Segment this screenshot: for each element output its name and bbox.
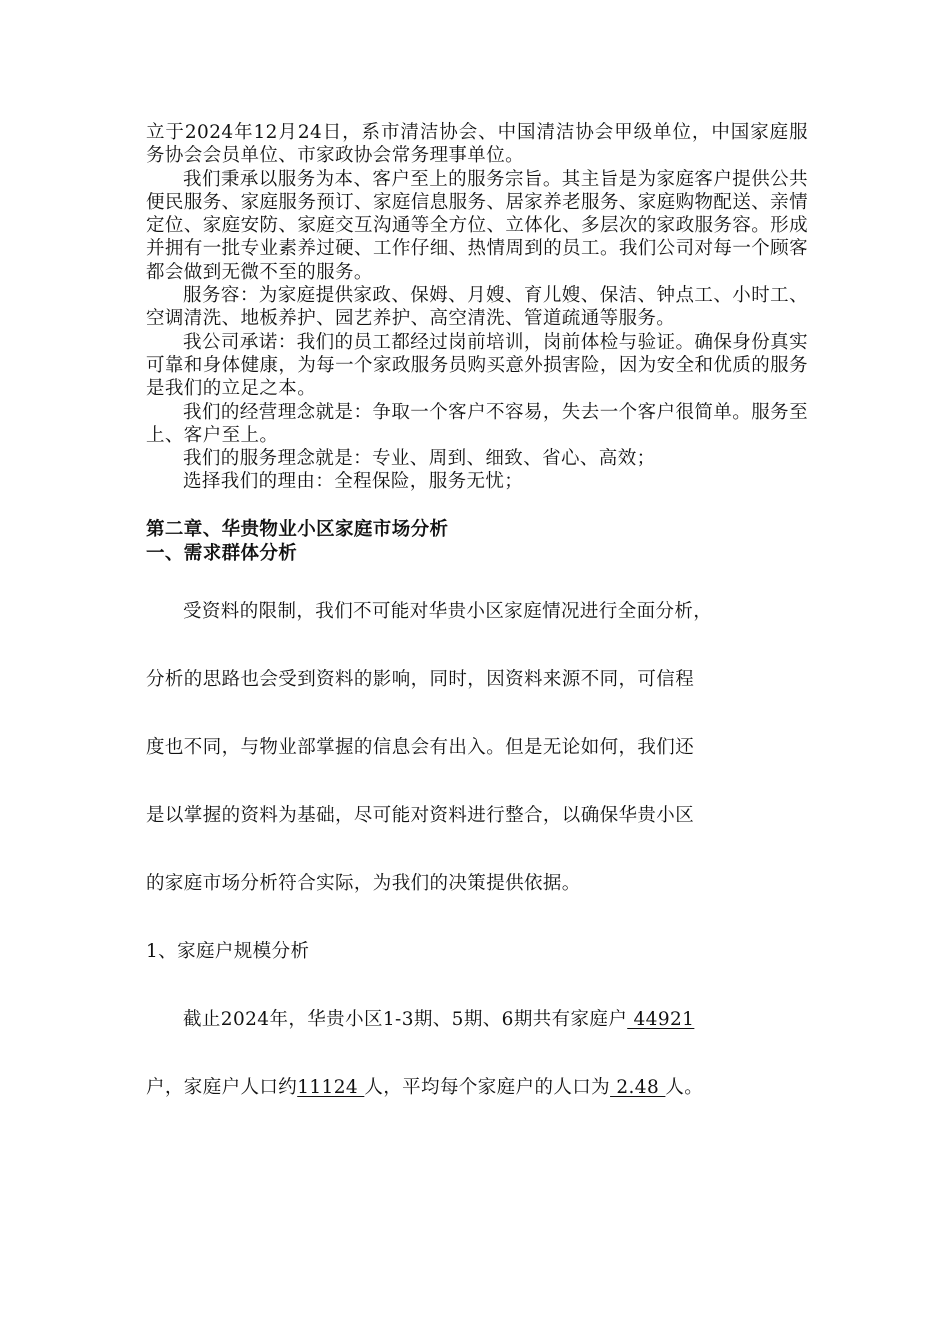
intro-paragraph-3: 服务容：为家庭提供家政、保姆、月嫂、育儿嫂、保洁、钟点工、小时工、空调清洗、地板养护、园艺养护、高空清洗、管道疏通等服务。 — [146, 285, 808, 330]
analysis-line-1: 受资料的限制，我们不可能对华贵小区家庭情况进行全面分析， — [183, 600, 713, 622]
document-body — [146, 121, 808, 1122]
intro-paragraph-6: 我们的服务理念就是：专业、周到、细致、省心、高效； — [183, 448, 656, 470]
stats-line1-prefix: 截止2024年，华贵小区1-3期、5期、6期共有家庭户 — [183, 1008, 628, 1030]
stats-line-2 — [146, 1054, 808, 1122]
analysis-line-2: 分析的思路也会受到资料的影响，同时，因资料来源不同，可信程 — [146, 668, 695, 690]
population-value: 11124 — [297, 1076, 365, 1098]
stats-line2-middle: 人，平均每个家庭户的人口为 — [364, 1076, 611, 1098]
chapter-title: 第二章、华贵物业小区家庭市场分析 — [146, 518, 449, 540]
intro-paragraph-5: 我们的经营理念就是：争取一个客户不容易，失去一个客户很简单。服务至上、客户至上。 — [146, 401, 808, 446]
intro-paragraph-4: 我公司承诺：我们的员工都经过岗前培训，岗前体检与验证。确保身份真实可靠和身体健康，为每一个家政服务员购买意外损害险，因为安全和优质的服务是我们的立足之本。 — [146, 331, 808, 400]
analysis-line-3: 度也不同，与物业部掌握的信息会有出入。但是无论如何，我们还 — [146, 736, 695, 758]
intro-paragraph-2: 我们秉承以服务为本、客户至上的服务宗旨。其主旨是为家庭客户提供公共便民服务、家庭服务预订、家庭信息服务、居家养老服务、家庭购物配送、亲情定位、家庭安防、家庭交互沟通等全方位、立体化、多层次的家政服务容。形成并拥有一批专业素养过硬、工作仔细、热情周到的员工。我们公司对每一个顾客都会做到无微不至的服务。 — [146, 168, 808, 283]
analysis-line-4: 是以掌握的资料为基础，尽可能对资料进行整合，以确保华贵小区 — [146, 804, 695, 826]
households-value: 44921 — [627, 1008, 695, 1030]
stats-line2-prefix: 户，家庭户人口约 — [146, 1076, 298, 1098]
stats-line2-suffix: 人。 — [665, 1076, 704, 1098]
stats-line-1 — [146, 986, 808, 1054]
section-title: 一、需求群体分析 — [146, 542, 298, 564]
avg-size-value: 2.48 — [610, 1076, 666, 1098]
subsection-title: 1、家庭户规模分析 — [146, 940, 310, 962]
intro-paragraph-7: 选择我们的理由：全程保险，服务无忧； — [183, 471, 524, 493]
spacer — [146, 494, 808, 518]
analysis-line-5: 的家庭市场分析符合实际，为我们的决策提供依据。 — [146, 872, 581, 894]
spacer — [146, 566, 808, 578]
intro-paragraph-1: 立于2024年12月24日，系市清洁协会、中国清洁协会甲级单位，中国家庭服务协会会员单位、市家政协会常务理事单位。 — [146, 122, 808, 167]
